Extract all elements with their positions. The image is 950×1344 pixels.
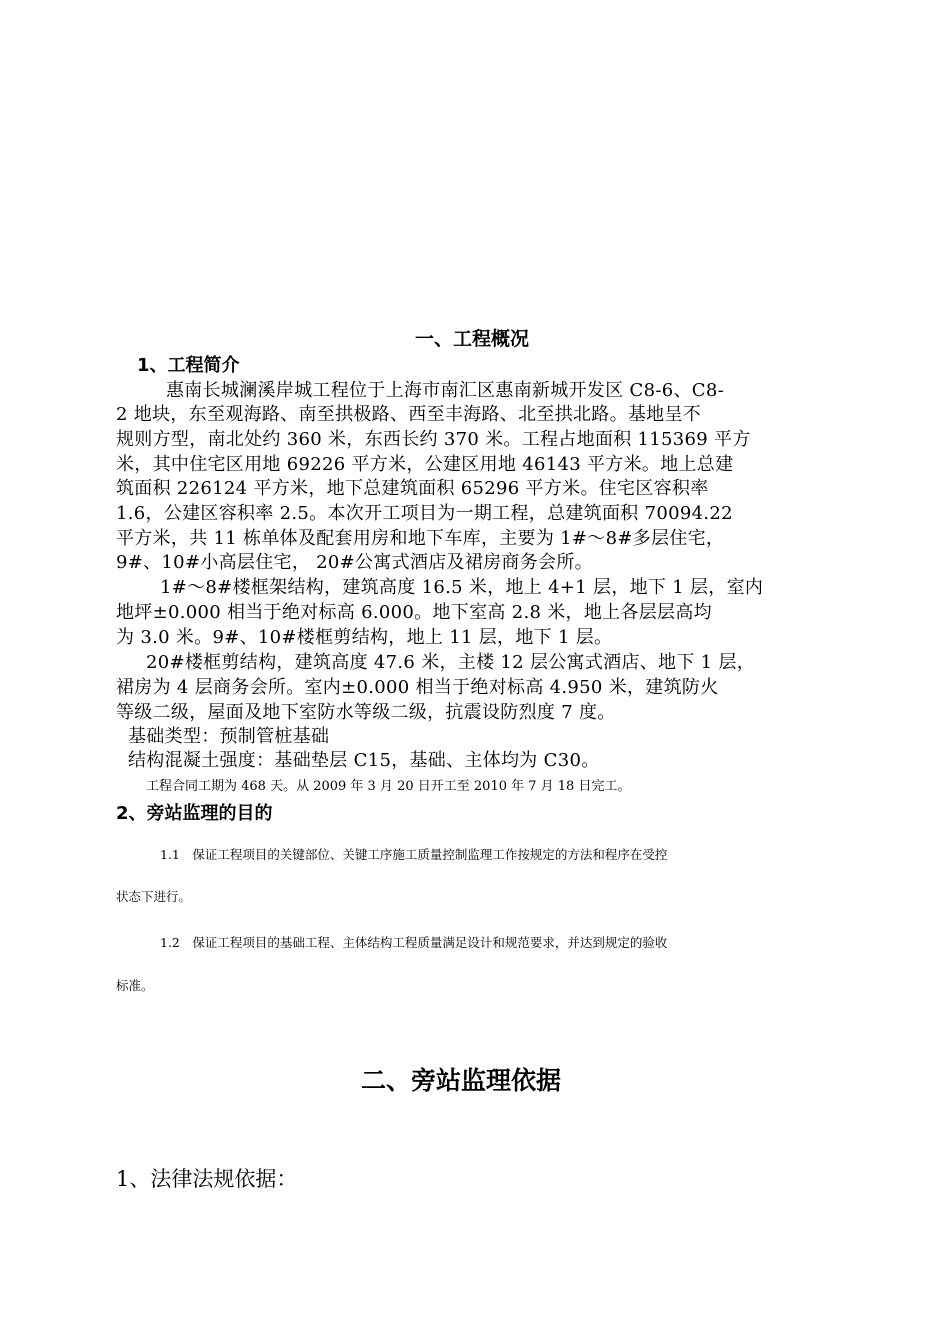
purpose-item-1-line-2: 状态下进行。 — [116, 889, 192, 904]
purpose-item-2-line-1: 1.2 保证工程项目的基础工程、主体结构工程质量满足设计和规范要求，并达到规定的验收 — [160, 935, 668, 950]
subsection-heading-intro: 1、工程简介 — [137, 355, 240, 376]
text-line: 1.6，公建区容积率 2.5。本次开工项目为一期工程，总建筑面积 70094.22 — [116, 503, 733, 524]
purpose-item-1-line-1: 1.1 保证工程项目的关键部位、关键工序施工质量控制监理工作按规定的方法和程序在受控 — [160, 847, 668, 862]
text-line: 2 地块，东至观海路、南至拱极路、西至丰海路、北至拱北路。基地呈不 — [116, 404, 702, 425]
concrete-strength: 结构混凝土强度：基础垫层 C15，基础、主体均为 C30。 — [128, 750, 600, 771]
text-line: 惠南长城澜溪岸城工程位于上海市南汇区惠南新城开发区 C8-6、C8- — [166, 380, 724, 401]
text-line: 20#楼框剪结构，建筑高度 47.6 米，主楼 12 层公寓式酒店、地下 1 层， — [146, 652, 756, 673]
foundation-type: 基础类型：预制管桩基础 — [128, 726, 330, 747]
section-title-basis: 二、旁站监理依据 — [361, 1066, 562, 1095]
purpose-item-2-line-2: 标准。 — [116, 978, 154, 993]
text-line: 裙房为 4 层商务会所。室内±0.000 相当于绝对标高 4.950 米，建筑防火 — [116, 677, 719, 698]
contract-schedule: 工程合同工期为 468 天。从 2009 年 3 月 20 日开工至 2010 年 7 月 18 日完工。 — [146, 779, 631, 794]
subsection-heading-laws: 1、法律法规依据： — [116, 1167, 298, 1191]
text-line: 平方米，共 11 栋单体及配套用房和地下车库，主要为 1#～8#多层住宅， — [116, 528, 725, 549]
text-line: 为 3.0 米。9#、10#楼框剪结构，地上 11 层，地下 1 层。 — [116, 627, 613, 648]
section-title-overview: 一、工程概况 — [415, 328, 530, 350]
text-line: 米，其中住宅区用地 69226 平方米，公建区用地 46143 平方米。地上总建 — [116, 454, 734, 475]
subsection-heading-purpose: 2、旁站监理的目的 — [116, 803, 273, 824]
text-line: 规则方型，南北处约 360 米，东西长约 370 米。工程占地面积 115369 平方 — [116, 429, 751, 450]
text-line: 筑面积 226124 平方米，地下总建筑面积 65296 平方米。住宅区容积率 — [116, 478, 709, 499]
text-line: 地坪±0.000 相当于绝对标高 6.000。地下室高 2.8 米，地上各层层高均 — [116, 602, 712, 623]
text-line: 等级二级，屋面及地下室防水等级二级，抗震设防烈度 7 度。 — [116, 702, 616, 723]
text-line: 9#、10#小高层住宅， 20#公寓式酒店及裙房商务会所。 — [116, 552, 593, 573]
text-line: 1#～8#楼框架结构，建筑高度 16.5 米，地上 4+1 层，地下 1 层，室内 — [160, 577, 764, 598]
